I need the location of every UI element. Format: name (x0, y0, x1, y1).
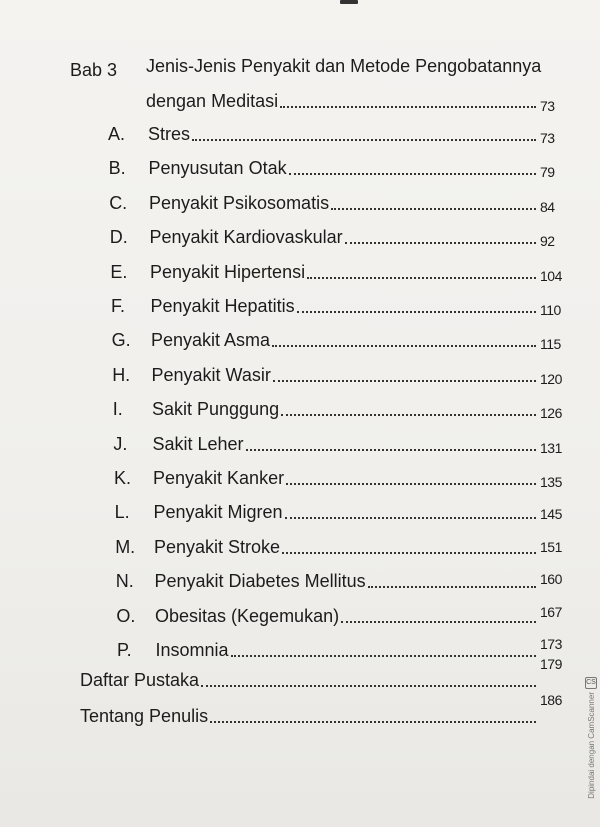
section-page-number: 173 (540, 636, 562, 652)
section-page-number: 120 (540, 371, 562, 387)
section-letter: A. (108, 124, 126, 144)
section-letter: F. (111, 296, 126, 316)
section-entry (155, 569, 541, 593)
section-letter: L. (114, 502, 130, 522)
chapter-title-line2-entry (146, 89, 540, 113)
section-entry (153, 432, 541, 456)
section-title: Penyakit Kanker (153, 468, 285, 488)
back-matter-entry (80, 668, 540, 692)
section-page-number: 110 (540, 302, 561, 318)
leader-dots (368, 586, 536, 588)
chapter-title-line1: Jenis-Jenis Penyakit dan Metode Pengobatannya (146, 56, 542, 76)
section-page-number: 145 (540, 506, 562, 522)
section-page-number: 84 (540, 199, 555, 215)
section-letter: O. (116, 606, 136, 626)
section-page-number: 79 (540, 164, 555, 180)
section-entry (152, 363, 541, 387)
section-entry (153, 466, 540, 490)
leader-dots (246, 449, 536, 451)
leader-dots (286, 483, 536, 485)
watermark-text: Dipindai dengan CamScanner (586, 692, 596, 799)
section-page-number: 73 (540, 130, 555, 146)
section-page-number: 167 (540, 604, 562, 620)
section-entry (154, 500, 541, 524)
section-title: Stres (148, 124, 191, 144)
section-title: Obesitas (Kegemukan) (155, 606, 340, 626)
chapter-label: Bab 3 (70, 60, 118, 80)
page-edge-fragment (340, 0, 358, 4)
section-entry (155, 604, 540, 628)
section-entry (154, 535, 540, 559)
section-title: Penyusutan Otak (148, 158, 287, 178)
section-letter: J. (113, 434, 128, 454)
leader-dots (201, 685, 536, 687)
back-matter-page-number: 179 (540, 656, 562, 672)
section-letter: E. (110, 262, 128, 282)
section-entry (151, 328, 540, 352)
leader-dots (345, 242, 536, 244)
section-title: Insomnia (155, 640, 229, 660)
leader-dots (289, 173, 536, 175)
section-title: Penyakit Stroke (154, 537, 281, 557)
leader-dots (231, 655, 536, 657)
section-title: Penyakit Asma (151, 330, 271, 350)
leader-dots (273, 380, 536, 382)
leader-dots (281, 414, 536, 416)
section-entry (150, 225, 541, 249)
section-page-number: 151 (540, 539, 562, 555)
section-entry (150, 260, 540, 284)
chapter-title-line2: dengan Meditasi (146, 91, 279, 111)
leader-dots (307, 277, 536, 279)
leader-dots (285, 517, 536, 519)
section-entry (149, 191, 540, 215)
section-letter: H. (112, 365, 131, 385)
section-letter: D. (109, 227, 128, 247)
section-letter: K. (114, 468, 132, 488)
leader-dots (297, 311, 536, 313)
section-title: Penyakit Hepatitis (150, 296, 295, 316)
section-title: Penyakit Psikosomatis (149, 193, 330, 213)
section-title: Penyakit Wasir (151, 365, 271, 385)
section-title: Sakit Punggung (152, 399, 280, 419)
section-letter: N. (115, 571, 134, 591)
section-title: Penyakit Hipertensi (150, 262, 306, 282)
camscanner-icon: CS (585, 677, 597, 689)
section-title: Penyakit Diabetes Mellitus (154, 571, 366, 591)
leader-dots (341, 621, 536, 623)
section-entry (151, 294, 541, 318)
chapter-page-number: 73 (540, 98, 555, 114)
back-matter-title: Tentang Penulis (80, 706, 209, 726)
scanner-watermark (585, 677, 597, 817)
section-entry (149, 156, 541, 180)
section-page-number: 104 (540, 268, 562, 284)
back-matter-title: Daftar Pustaka (80, 670, 200, 690)
section-letter: P. (117, 640, 132, 660)
section-page-number: 131 (540, 440, 562, 456)
section-letter: B. (108, 158, 126, 178)
leader-dots (210, 721, 536, 723)
section-letter: G. (111, 330, 131, 350)
leader-dots (331, 208, 536, 210)
back-matter-entry (80, 704, 540, 728)
section-title: Sakit Leher (152, 434, 244, 454)
leader-dots (282, 552, 536, 554)
section-title: Penyakit Migren (153, 502, 283, 522)
section-letter: C. (109, 193, 128, 213)
back-matter-page-number: 186 (540, 692, 562, 708)
leader-dots (280, 106, 536, 108)
section-entry (156, 638, 541, 662)
section-letter: I. (112, 399, 123, 419)
section-page-number: 135 (540, 474, 562, 490)
section-page-number: 92 (540, 233, 555, 249)
section-entry (152, 397, 540, 421)
section-entry (148, 122, 540, 146)
section-page-number: 126 (540, 405, 562, 421)
leader-dots (272, 345, 536, 347)
leader-dots (192, 139, 536, 141)
section-letter: M. (115, 537, 136, 557)
section-page-number: 160 (540, 571, 562, 587)
section-page-number: 115 (540, 336, 561, 352)
section-title: Penyakit Kardiovaskular (149, 227, 343, 247)
